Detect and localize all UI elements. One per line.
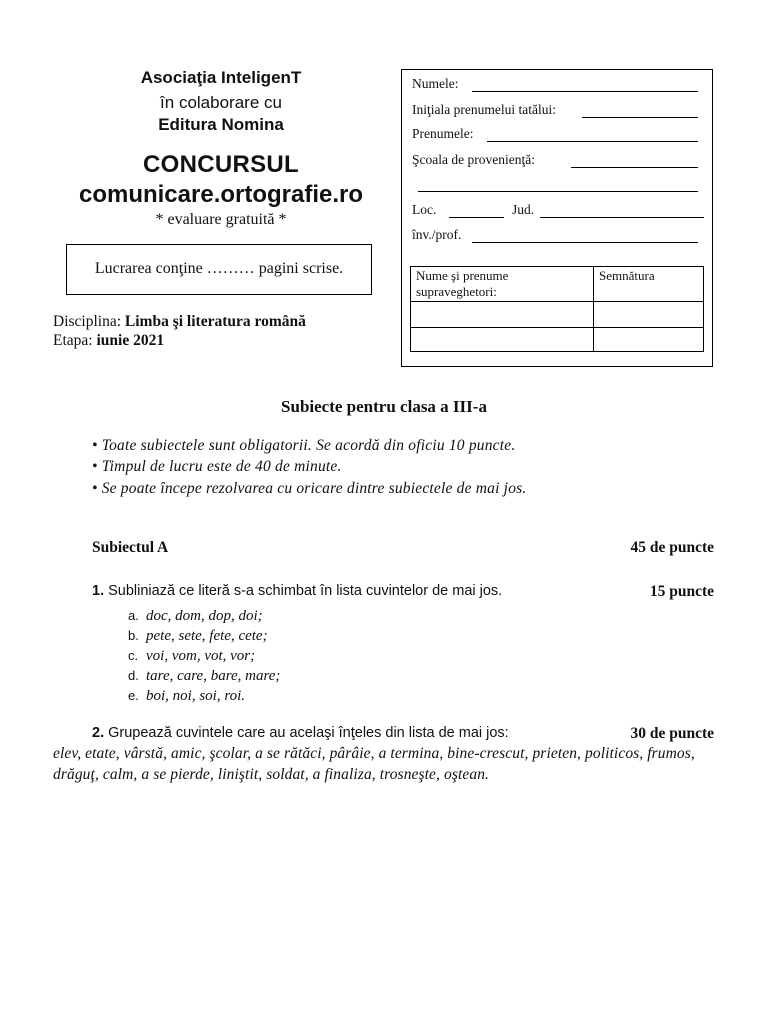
rule-item: • Timpul de lucru este de 40 de minute. (92, 458, 342, 475)
teacher-label: înv./prof. (412, 227, 462, 242)
first-name-field[interactable] (487, 141, 698, 142)
question-text: Subliniază ce literă s-a schimbat în lista cuvintelor de mai jos. (104, 583, 503, 599)
option-text: tare, care, bare, mare; (146, 668, 281, 684)
school-label: Şcoala de provenienţă: (412, 152, 535, 167)
supervisor-name-cell[interactable] (411, 328, 594, 352)
option-text: boi, noi, soi, roi. (146, 688, 246, 704)
evaluation-note: * evaluare gratuită * (155, 211, 287, 228)
question-text: Grupează cuvintele care au acelaşi înţeles din lista de mai jos: (104, 725, 509, 741)
collaboration-text: în colaborare cu (160, 93, 282, 112)
locality-field[interactable] (449, 217, 504, 218)
student-info-form (401, 69, 713, 367)
supervisor-name-cell[interactable] (411, 302, 594, 328)
supervisors-name-header: Nume şi prenume supraveghetori: (411, 267, 594, 302)
option-letter: c. (128, 648, 139, 663)
option-letter: b. (128, 628, 139, 643)
grade-subtitle: Subiecte pentru clasa a III-a (281, 397, 487, 416)
first-name-label: Prenumele: (412, 126, 474, 141)
county-label: Jud. (512, 202, 535, 217)
school-field[interactable] (571, 167, 698, 168)
section-title: Subiectul A (92, 539, 169, 556)
signature-header: Semnătura (594, 267, 704, 302)
question-number: 1. (92, 583, 105, 599)
discipline-value: Limba şi literatura română (124, 313, 306, 330)
answer-option (128, 608, 263, 625)
publisher-name: Editura Nomina (158, 115, 284, 134)
supervisor-signature-cell[interactable] (594, 302, 704, 328)
option-letter: e. (128, 688, 139, 703)
section-header (92, 539, 714, 557)
option-letter: a. (128, 608, 139, 623)
county-field[interactable] (540, 217, 704, 218)
stage-value: iunie 2021 (96, 332, 165, 349)
question-points: 30 de puncte (630, 725, 714, 742)
question-points: 15 puncte (649, 583, 714, 600)
option-text: voi, vom, vot, vor; (146, 648, 256, 664)
teacher-field[interactable] (472, 242, 698, 243)
question-1 (92, 583, 714, 599)
section-points: 45 de puncte (630, 539, 714, 556)
option-text: doc, dom, dop, doi; (146, 608, 263, 624)
discipline-line (53, 313, 306, 331)
contest-title: CONCURSUL (142, 151, 300, 178)
name-field[interactable] (472, 91, 698, 92)
stage-label: Etapa: (53, 332, 93, 349)
pages-count-box: Lucrarea conţine ……… pagini scrise. (66, 244, 372, 295)
question-2 (92, 725, 714, 741)
locality-label: Loc. (412, 202, 437, 217)
answer-option (128, 688, 245, 705)
question-number: 2. (92, 725, 105, 741)
name-label: Numele: (412, 76, 459, 91)
rule-item: • Toate subiectele sunt obligatorii. Se acordă din oficiu 10 puncte. (92, 437, 516, 454)
option-text: pete, sete, fete, cete; (146, 628, 268, 644)
stage-line (53, 332, 164, 350)
answer-option (128, 668, 280, 685)
rule-item: • Se poate începe rezolvarea cu oricare dintre subiectele de mai jos. (92, 480, 527, 497)
option-letter: d. (128, 668, 139, 683)
answer-option (128, 628, 268, 645)
organization-name: Asociaţia InteligenT (140, 68, 302, 87)
father-initial-label: Iniţiala prenumelui tatălui: (412, 102, 556, 117)
father-initial-field[interactable] (582, 117, 698, 118)
supervisors-table (410, 266, 704, 352)
answer-option (128, 648, 255, 665)
discipline-label: Disciplina: (53, 313, 122, 330)
school-field-continued[interactable] (418, 191, 698, 192)
word-list: elev, etate, vârstă, amic, şcolar, a se rătăci, pârâie, a termina, bine-crescut, prieten, politicos, frumos, drăguţ, calm, a se pierde, liniştit, soldat, a finaliza, trosneşte, oştean. (53, 745, 695, 783)
supervisor-signature-cell[interactable] (594, 328, 704, 352)
contest-website: comunicare.ortografie.ro (78, 181, 364, 208)
